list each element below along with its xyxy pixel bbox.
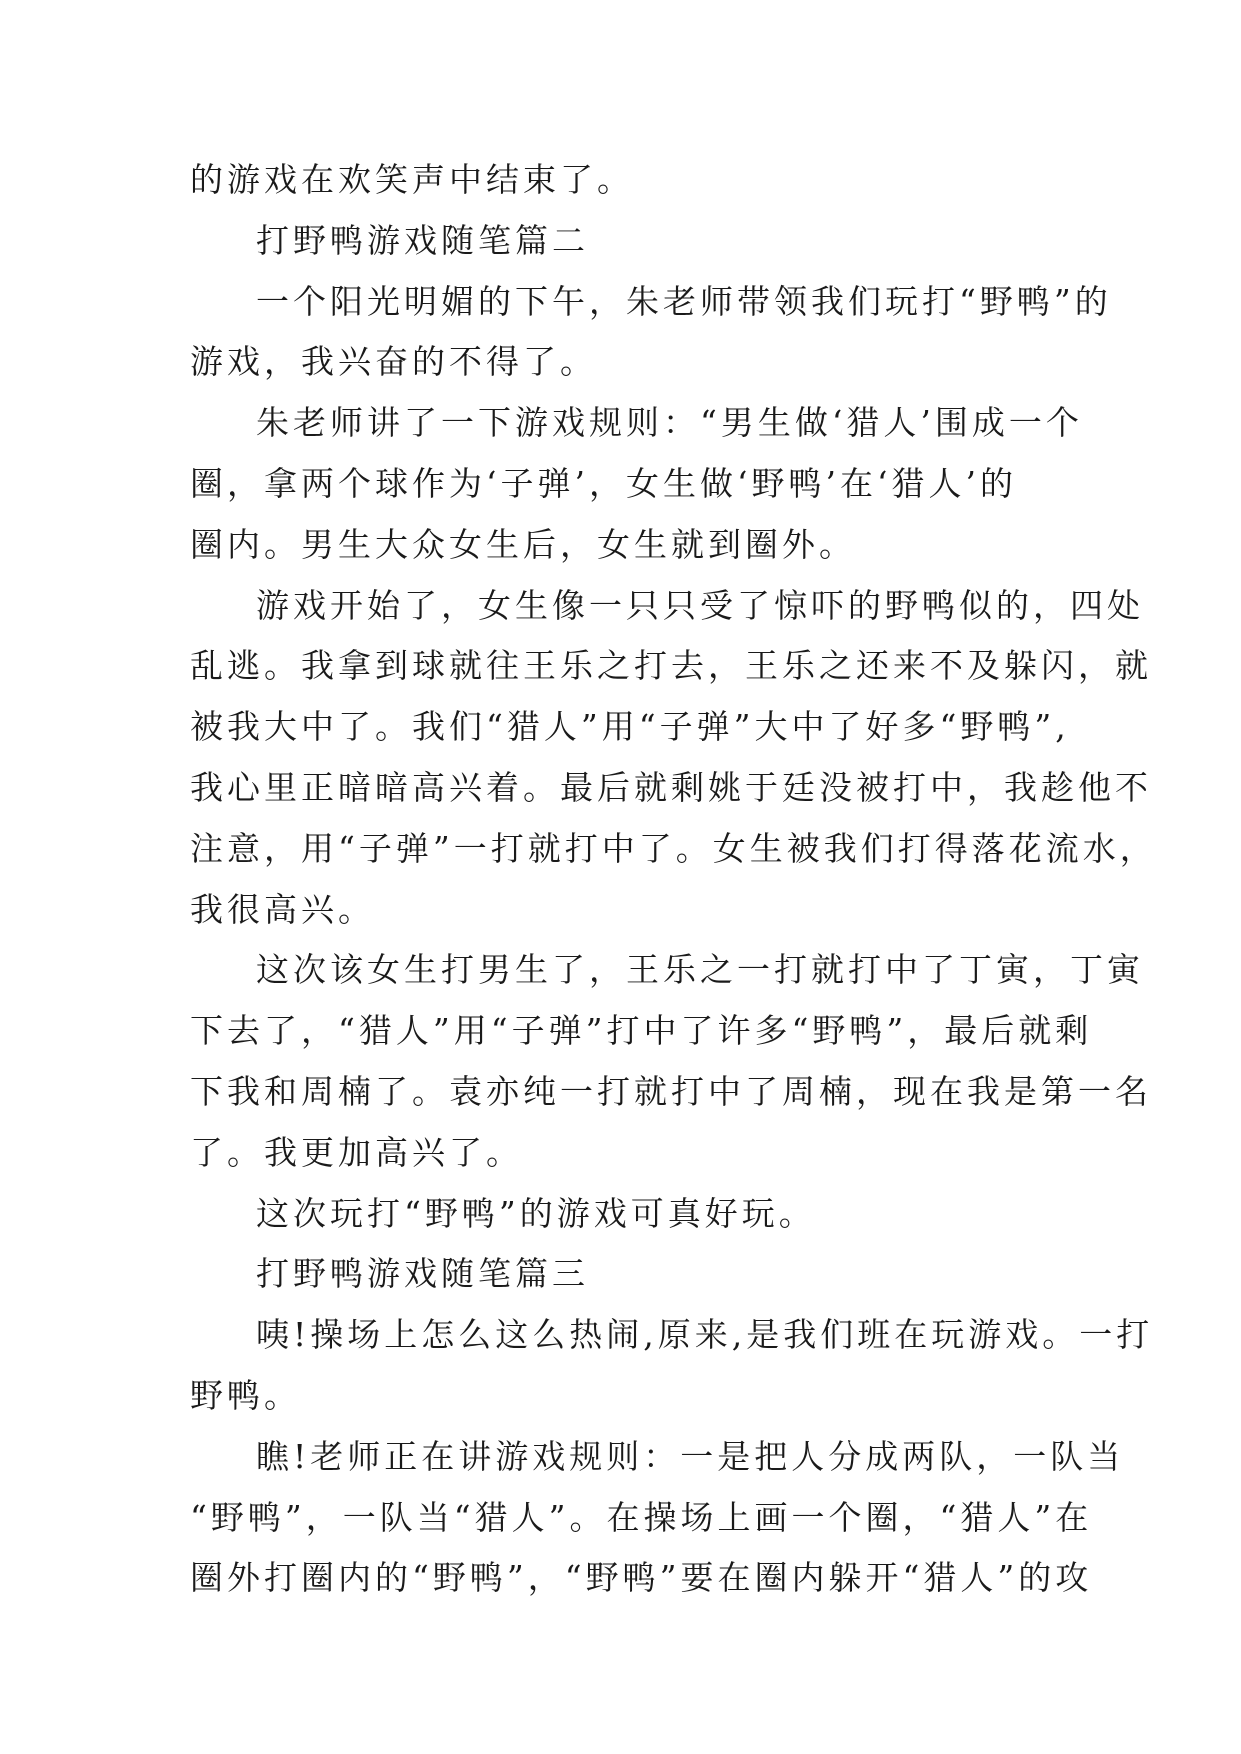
text-line: 我很高兴。: [190, 889, 375, 929]
text-line: 我心里正暗暗高兴着。最后就剩姚于廷没被打中，我趁他不: [190, 767, 1152, 807]
text-line: 圈，拿两个球作为‘子弹’，女生做‘野鸭’在‘猎人’的: [190, 463, 1017, 503]
paragraph-line: 这次该女生打男生了，王乐之一打就打中了丁寅，丁寅: [256, 950, 1144, 990]
text-line: 的游戏在欢笑声中结束了。: [190, 160, 634, 199]
text-line: 注意，用“子弹”一打就打中了。女生被我们打得落花流水，: [190, 828, 1157, 868]
paragraph-line: 游戏开始了，女生像一只只受了惊吓的野鸭似的，四处: [256, 585, 1144, 625]
text-line: 圈外打圈内的“野鸭”，“野鸭”要在圈内躲开“猎人”的攻: [190, 1558, 1093, 1598]
paragraph-line: 咦!操场上怎么这么热闹,原来,是我们班在玩游戏。一打: [256, 1315, 1154, 1355]
text-line: 被我大中了。我们“猎人”用“子弹”大中了好多“野鸭”,: [190, 707, 1070, 747]
paragraph-line: 这次玩打“野鸭”的游戏可真好玩。: [256, 1193, 816, 1233]
text-line: 下去了，“猎人”用“子弹”打中了许多“野鸭”，最后就剩: [190, 1011, 1093, 1051]
text-line: 乱逃。我拿到球就往王乐之打去，王乐之还来不及躲闪，就: [190, 646, 1152, 686]
text-line: 游戏，我兴奋的不得了。: [190, 342, 597, 382]
document-body: [190, 150, 1157, 1609]
section-heading: 打野鸭游戏随笔篇二: [256, 220, 589, 260]
paragraph-line: 朱老师讲了一下游戏规则：“男生做‘猎人’围成一个: [256, 403, 1083, 443]
paragraph-line: 一个阳光明媚的下午，朱老师带领我们玩打“野鸭”的: [256, 281, 1112, 321]
text-line: 了。我更加高兴了。: [190, 1132, 523, 1172]
text-line: “野鸭”，一队当“猎人”。在操场上画一个圈，“猎人”在: [190, 1497, 1093, 1537]
paragraph-line: 瞧!老师正在讲游戏规则：一是把人分成两队，一队当: [256, 1436, 1125, 1476]
text-line: 圈内。男生大众女生后，女生就到圈外。: [190, 524, 856, 564]
text-line: 野鸭。: [190, 1375, 301, 1415]
section-heading: 打野鸭游戏随笔篇三: [256, 1254, 589, 1294]
text-line: 下我和周楠了。袁亦纯一打就打中了周楠，现在我是第一名: [190, 1071, 1152, 1111]
